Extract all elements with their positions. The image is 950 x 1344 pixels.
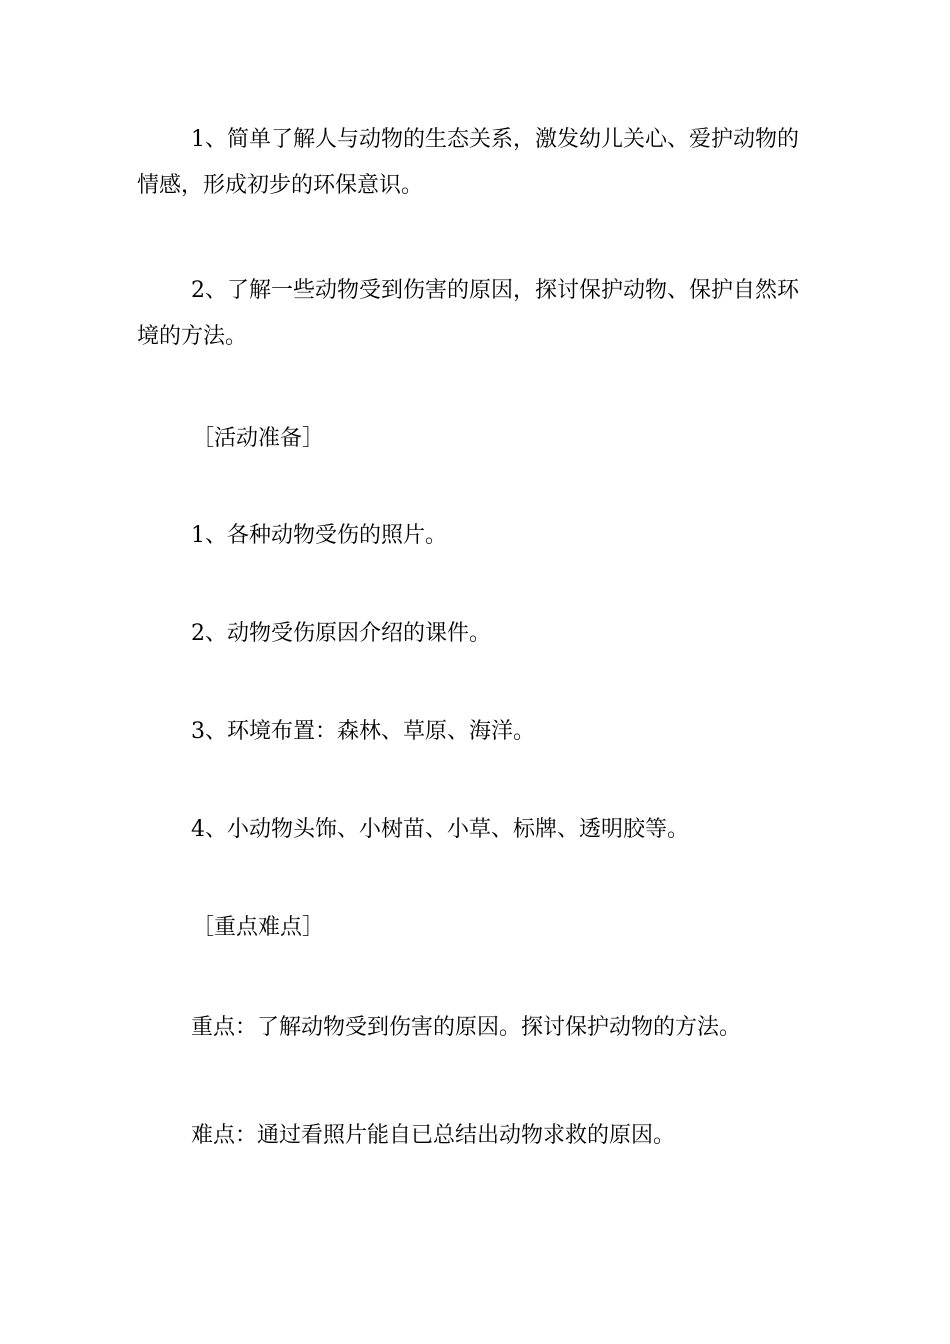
- key-heading: ［重点难点］: [192, 915, 325, 940]
- prep-item-4: 4、小动物头饰、小树苗、小草、标牌、透明胶等。: [191, 817, 689, 842]
- goal-paragraph-2: 2、了解一些动物受到伤害的原因，探讨保护动物、保护自然环境的方法。: [137, 278, 799, 349]
- prep-item-1: 1、各种动物受伤的照片。: [191, 523, 447, 548]
- prep-heading: ［活动准备］: [192, 426, 325, 451]
- prep-item-3: 3、环境布置：森林、草原、海洋。: [191, 719, 535, 744]
- goal-paragraph-1: 1、简单了解人与动物的生态关系，激发幼儿关心、爱护动物的情感，形成初步的环保意识。: [137, 127, 799, 198]
- prep-item-2: 2、动物受伤原因介绍的课件。: [191, 621, 491, 646]
- key-point: 重点：了解动物受到伤害的原因。探讨保护动物的方法。: [191, 1015, 742, 1040]
- difficulty: 难点：通过看照片能自已总结出动物求救的原因。: [191, 1123, 676, 1148]
